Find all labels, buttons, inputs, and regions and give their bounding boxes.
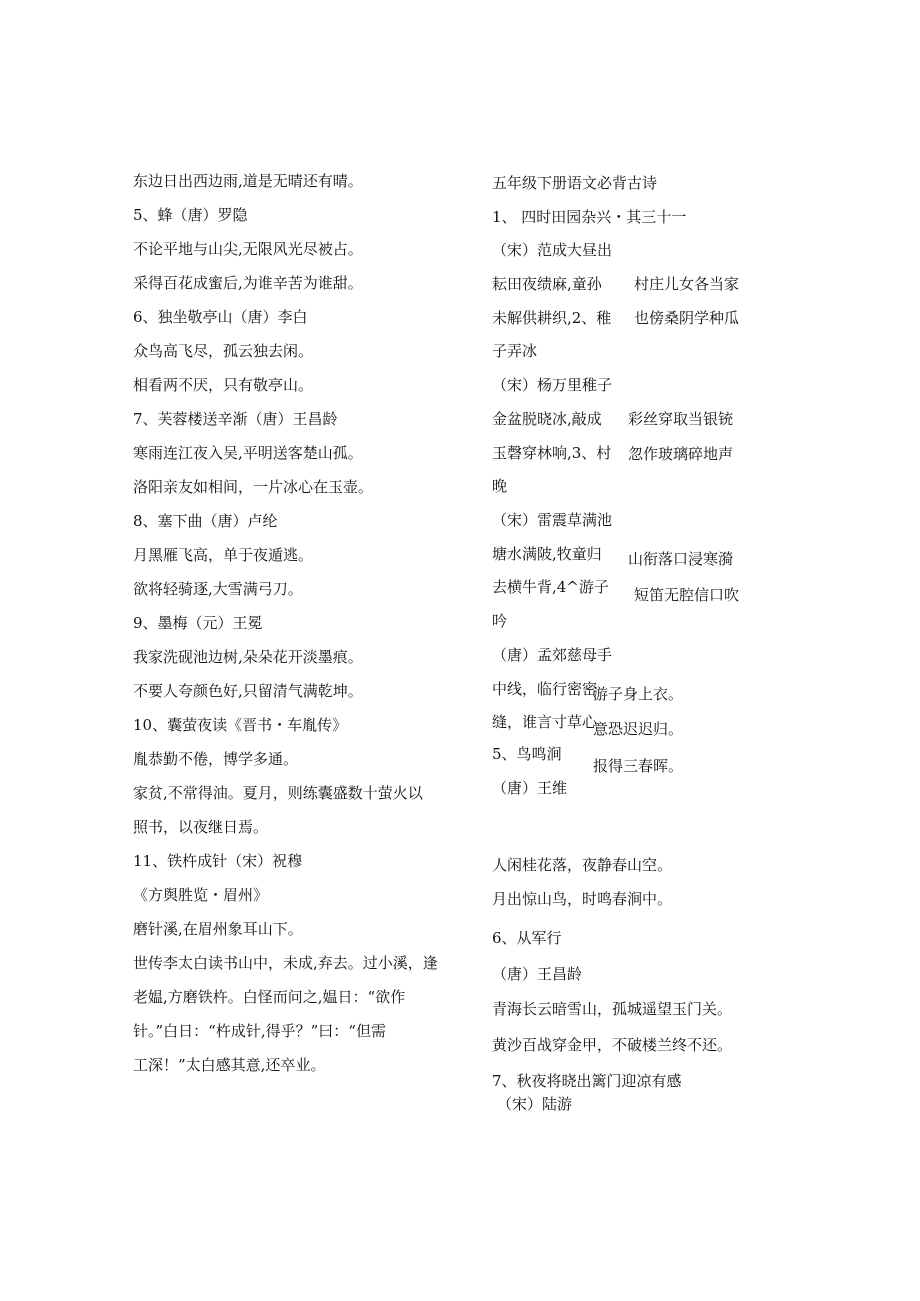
- left-line: 不论平地与山尖,无限风光尽被占。: [133, 240, 363, 258]
- left-line: 洛阳亲友如相间，一片冰心在玉壶。: [133, 478, 374, 496]
- right-line: （唐）王昌龄: [492, 965, 583, 983]
- left-line: 东边日出西边雨,道是无晴还有晴。: [133, 172, 363, 190]
- left-line: 《方舆胜览・眉州》: [133, 886, 269, 904]
- left-line: 采得百花成蜜后,为谁辛苦为谁甜。: [133, 274, 363, 292]
- right-line: 意恐迟迟归。: [593, 720, 684, 738]
- right-line: （宋）杨万里稚子: [492, 376, 613, 394]
- right-line: （唐）孟郊慈母手: [492, 646, 613, 664]
- right-line: 山衔落口浸寒漪: [628, 550, 734, 568]
- section-heading: 五年级下册语文必背古诗: [492, 174, 658, 192]
- poem-title: 7、芙蓉楼送辛渐（唐）王昌龄: [133, 410, 338, 428]
- poem-title: 6、独坐敬亭山（唐）李白: [133, 308, 308, 326]
- right-line: 塘水满陂,牧童归: [492, 545, 602, 563]
- right-line: 黄沙百战穿金甲，不破楼兰终不还。: [492, 1036, 733, 1054]
- right-line: 游子身上衣。: [593, 685, 684, 703]
- poem-title: 11、铁杵成针（宋）祝穆: [133, 852, 303, 870]
- right-line: 短笛无腔信口吹: [634, 586, 740, 604]
- left-line: 磨针溪,在眉州象耳山下。: [133, 920, 303, 938]
- right-line: 金盆脱晓冰,敲成: [492, 410, 602, 428]
- right-line: 中线，临行密密: [492, 680, 598, 698]
- left-line: 众鸟高飞尽，孤云独去闲。: [133, 342, 314, 360]
- poem-title: 6、从军行: [492, 929, 562, 947]
- poem-title: 1、 四时田园杂兴・其三十一: [492, 208, 687, 226]
- right-line: 人闲桂花落，夜静春山空。: [492, 856, 673, 874]
- left-line: 老媪,方磨铁杵。白怪而问之,媪日：“欲作: [133, 988, 406, 1006]
- left-line: 家贫,不常得油。夏月，则练囊盛数十萤火以: [133, 784, 423, 802]
- right-line: 缝，谁言寸草心: [492, 713, 598, 731]
- right-line: 月出惊山鸟，时鸣春涧中。: [492, 890, 673, 908]
- right-line: （宋）范成大昼出: [492, 241, 613, 259]
- right-line: 子弄冰: [492, 342, 538, 360]
- right-line: 晚: [492, 477, 508, 495]
- left-line: 胤恭勤不倦，博学多通。: [133, 750, 299, 768]
- right-line: 玉磬穿林响,3、村: [492, 444, 612, 462]
- left-line: 寒雨连江夜入吴,平明送客楚山孤。: [133, 444, 363, 462]
- left-line: 相看两不厌，只有敬亭山。: [133, 376, 314, 394]
- left-line: 我家洗砚池边树,朵朵花开淡墨痕。: [133, 648, 363, 666]
- right-line: 耘田夜绩麻,童孙: [492, 275, 602, 293]
- right-line: 报得三春晖。: [593, 757, 684, 775]
- left-line: 照书，以夜继日焉。: [133, 818, 269, 836]
- poem-title: 5、鸟鸣涧: [492, 745, 562, 763]
- left-line: 不要人夸颜色好,只留清气满乾坤。: [133, 682, 363, 700]
- right-line: 青海长云暗雪山，孤城遥望玉门关。: [492, 1000, 733, 1018]
- right-line: （唐）王维: [492, 779, 568, 797]
- poem-title: 5、蜂（唐）罗隐: [133, 206, 248, 224]
- left-line: 工深！”太白感其意,还卒业。: [133, 1056, 326, 1074]
- right-line: 彩丝穿取当银铳: [628, 410, 734, 428]
- right-line: 未解供耕织,2、稚: [492, 309, 612, 327]
- left-line: 世传李太白读书山中，未成,弃去。过小溪，逢: [133, 954, 438, 972]
- poem-title: 9、墨梅（元）王冕: [133, 614, 263, 632]
- right-line: 吟: [492, 612, 508, 630]
- right-line: （宋）陆游: [497, 1095, 573, 1113]
- left-line: 月黑雁飞高，单于夜遁逃。: [133, 546, 314, 564]
- right-line: 忽作玻璃碎地声: [628, 445, 734, 463]
- left-line: 欲将轻骑逐,大雪满弓刀。: [133, 580, 303, 598]
- right-line: （宋）雷震草满池: [492, 511, 613, 529]
- poem-title: 7、秋夜将晓出篱门迎凉有感: [492, 1072, 682, 1090]
- poem-title: 10、囊萤夜读《晋书・车胤传》: [133, 716, 348, 734]
- right-line: 去横牛背,4^游子: [492, 578, 609, 596]
- left-line: 针。”白日：“杵成针,得乎？”曰：“但需: [133, 1022, 386, 1040]
- poem-title: 8、塞下曲（唐）卢纶: [133, 512, 278, 530]
- right-line: 也傍桑阴学种瓜: [634, 309, 740, 327]
- right-line: 村庄儿女各当家: [634, 275, 740, 293]
